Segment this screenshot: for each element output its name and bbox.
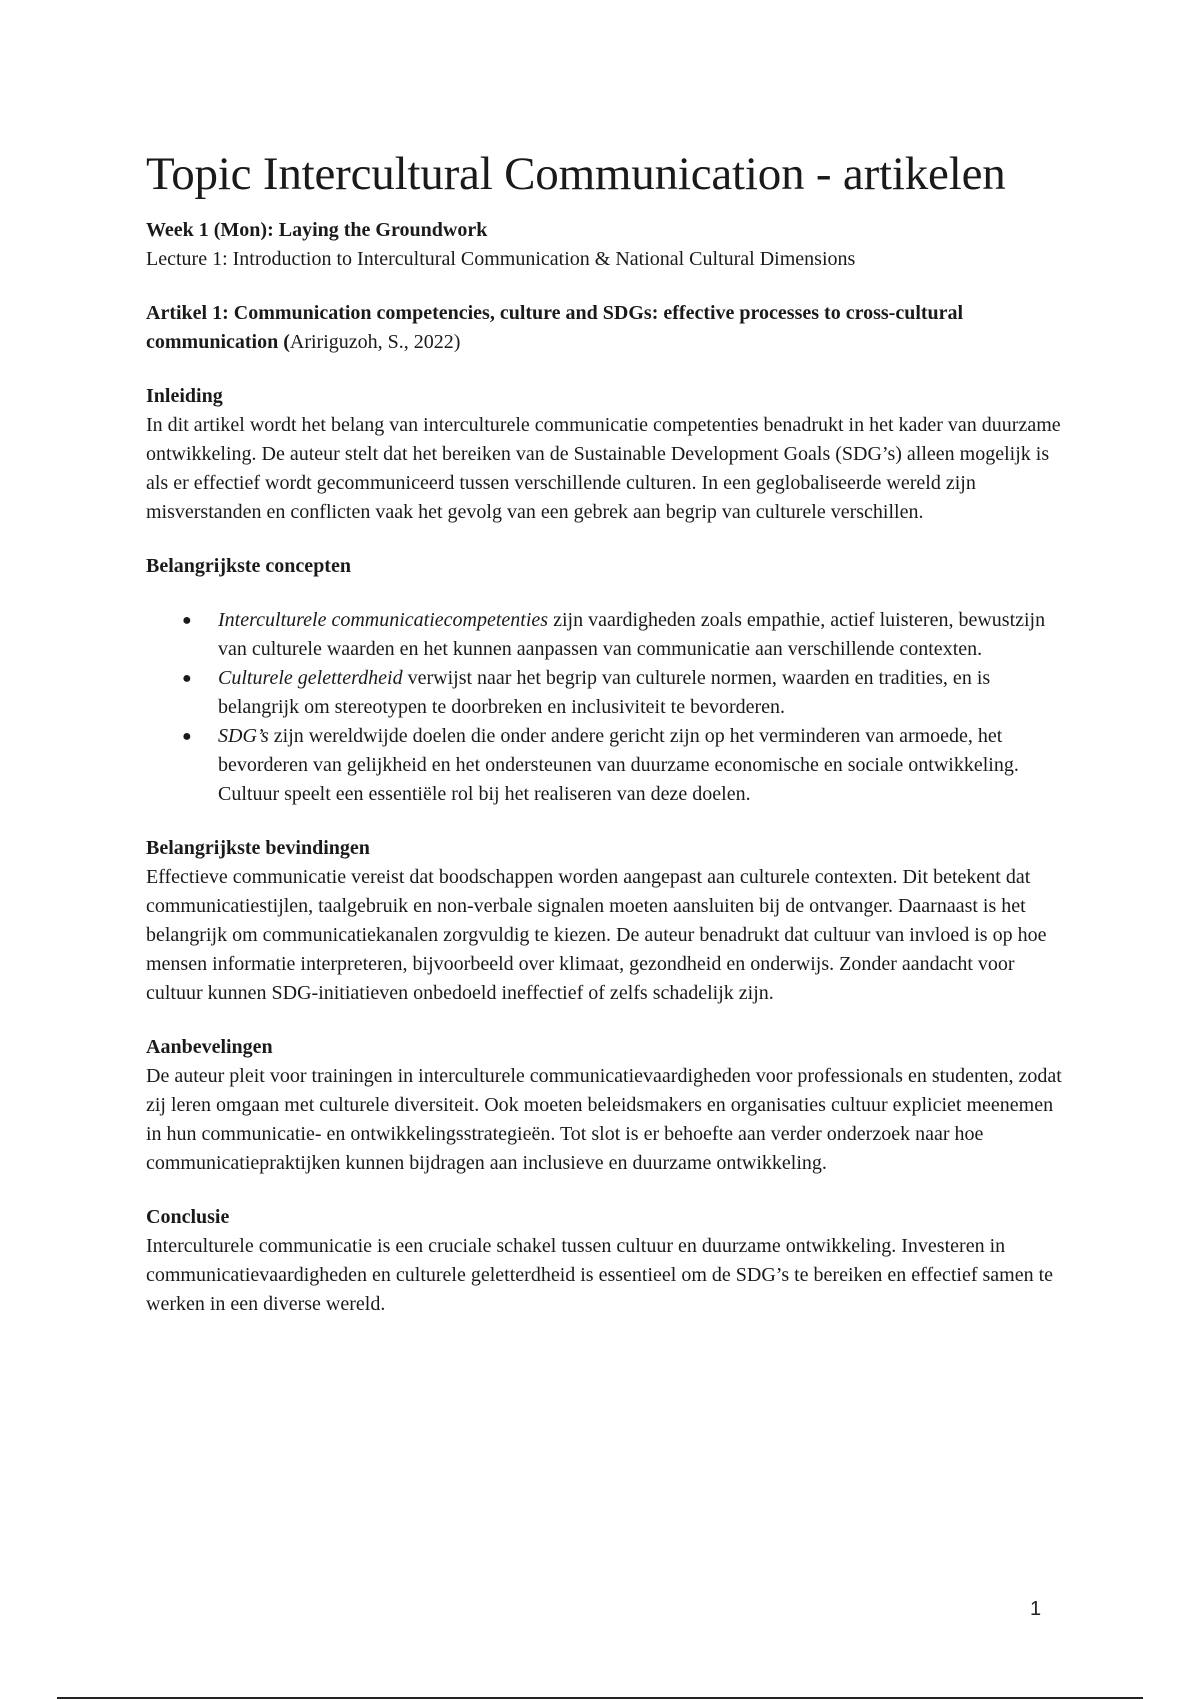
section-body-inleiding: In dit artikel wordt het belang van interculturele communicatie competenties benadrukt in het kader van duurzame ontwikkeling. De auteur stelt dat het bereiken van de Sustainable Development Goals (SDG’s) alleen mogelijk is als er effectief wordt gecommuniceerd tussen verschillende culturen. In een geglobaliseerde wereld zijn misverstanden en conflicten vaak het gevolg van een gebrek aan begrip van culturele verschillen.	[146, 414, 1061, 523]
section-heading-concepten: Belangrijkste concepten	[146, 555, 351, 577]
section-heading-bevindingen: Belangrijkste bevindingen	[146, 837, 370, 859]
list-item-text	[218, 667, 990, 718]
section-body-aanbevelingen: De auteur pleit voor trainingen in interculturele communicatievaardigheden voor professionals en studenten, zodat zij leren omgaan met culturele diversiteit. Ook moeten beleidsmakers en organisaties cultuur expliciet meenemen in hun communicatie- en ontwikkelingsstrategieën. Tot slot is er behoefte aan verder onderzoek naar hoe communicatiepraktijken kunnen bijdragen aan inclusieve en duurzame ontwikkeling.	[146, 1065, 1062, 1174]
section-body-bevindingen: Effectieve communicatie vereist dat boodschappen worden aangepast aan culturele contexten. Dit betekent dat communicatiestijlen, taalgebruik en non-verbale signalen moeten aansluiten bij de ontvanger. Daarnaast is het belangrijk om communicatiekanalen zorgvuldig te kiezen. De auteur benadrukt dat cultuur van invloed is op hoe mensen informatie interpreteren, bijvoorbeeld over klimaat, gezondheid en onderwijs. Zonder aandacht voor cultuur kunnen SDG-initiatieven onbedoeld ineffectief of zelfs schadelijk zijn.	[146, 866, 1047, 1004]
article-citation: Aririguzoh, S., 2022)	[289, 331, 461, 353]
bullet-icon: ●	[182, 612, 192, 629]
section-heading-conclusie: Conclusie	[146, 1206, 230, 1228]
document-page	[146, 146, 1066, 1319]
concept-description: verwijst naar het begrip van culturele normen, waarden en tradities, en is belangrijk om stereotypen te doorbreken en inclusiviteit te bevorderen.	[218, 667, 991, 718]
page-number: 1	[1030, 1598, 1042, 1620]
concept-description: zijn wereldwijde doelen die onder andere gericht zijn op het verminderen van armoede, het bevorderen van gelijkheid en het ondersteunen van duurzame economische en sociale ontwikkeling. Cultuur speelt een essentiële rol bij het realiseren van deze doelen.	[218, 725, 1019, 805]
bullet-icon: ●	[182, 728, 192, 745]
lecture-line: Lecture 1: Introduction to Intercultural Communication & National Cultural Dimensions	[146, 248, 856, 270]
concept-description: zijn vaardigheden zoals empathie, actief luisteren, bewustzijn van culturele waarden en het kunnen aanpassen van communicatie aan verschillende contexten.	[218, 609, 1046, 660]
bullet-icon: ●	[182, 670, 192, 687]
article-title-text: Artikel 1: Communication competencies, culture and SDGs: effective processes to cross-cultural communication (	[146, 302, 964, 353]
concepts-list	[146, 606, 1066, 809]
section-heading-inleiding: Inleiding	[146, 385, 223, 407]
concept-term: Interculturele communicatiecompetenties	[218, 609, 549, 631]
article-title	[146, 299, 1066, 357]
section-heading-aanbevelingen: Aanbevelingen	[146, 1036, 273, 1058]
week-heading: Week 1 (Mon): Laying the Groundwork	[146, 219, 488, 241]
list-item-text	[218, 609, 1045, 660]
list-item	[146, 722, 1066, 809]
section-body-conclusie: Interculturele communicatie is een cruciale schakel tussen cultuur en duurzame ontwikkeling. Investeren in communicatievaardigheden en culturele geletterdheid is essentieel om de SDG’s te bereiken en effectief samen te werken in een diverse wereld.	[146, 1235, 1054, 1315]
page-divider	[57, 1697, 1143, 1699]
document-title: Topic Intercultural Communication - artikelen	[146, 148, 1006, 200]
list-item	[146, 664, 1066, 722]
concept-term: Culturele geletterdheid	[218, 667, 403, 689]
list-item	[146, 606, 1066, 664]
list-item-text	[218, 725, 1019, 805]
concept-term: SDG’s	[218, 725, 269, 747]
